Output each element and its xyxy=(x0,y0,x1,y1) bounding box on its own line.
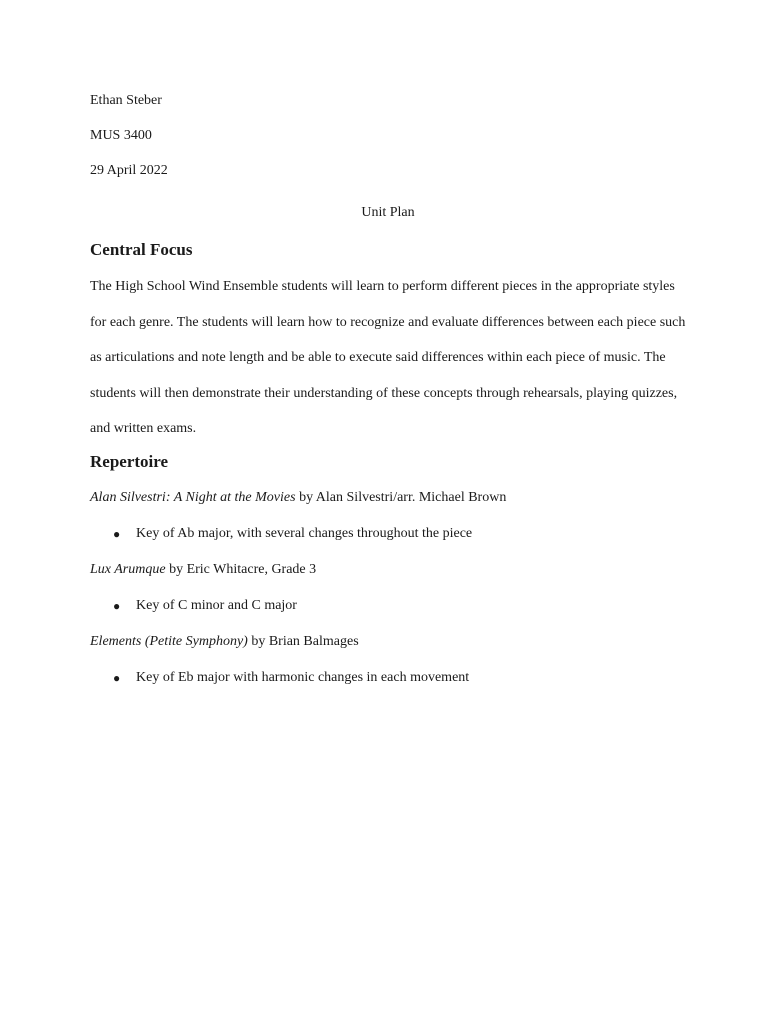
piece-detail-text: Key of C minor and C major xyxy=(136,597,297,613)
document-body xyxy=(90,91,686,704)
document-date: 29 April 2022 xyxy=(90,163,168,178)
piece-credit: by Eric Whitacre, Grade 3 xyxy=(165,561,317,577)
central-focus-paragraph: The High School Wind Ensemble students will learn to perform different pieces in the appropriate styles for each genre. The students will learn how to recognize and evaluate differences between each piece such as articulations and note length and be able to execute said differences within each piece of music. The students will then demonstrate their understanding of these concepts through rehearsals, playing quizzes, and written exams. xyxy=(90,279,686,437)
bullet-icon: ● xyxy=(113,670,121,685)
course-code: MUS 3400 xyxy=(90,128,152,143)
piece-title: Alan Silvestri: A Night at the Movies xyxy=(90,489,296,505)
repertoire-heading: Repertoire xyxy=(90,451,169,471)
piece-detail-text: Key of Eb major with harmonic changes in each movement xyxy=(136,669,470,685)
document-title: Unit Plan xyxy=(361,205,415,220)
repertoire-piece xyxy=(90,488,686,508)
bullet-icon: ● xyxy=(113,526,121,541)
piece-detail-bullet xyxy=(90,524,686,544)
piece-detail-text: Key of Ab major, with several changes throughout the piece xyxy=(136,525,473,541)
piece-credit: by Alan Silvestri/arr. Michael Brown xyxy=(295,489,507,505)
bullet-icon: ● xyxy=(113,598,121,613)
piece-title: Elements (Petite Symphony) xyxy=(90,633,248,649)
central-focus-heading: Central Focus xyxy=(90,240,193,259)
author-name: Ethan Steber xyxy=(90,93,162,108)
repertoire-piece xyxy=(90,560,686,580)
piece-detail-bullet xyxy=(90,596,686,616)
piece-detail-bullet xyxy=(90,668,686,688)
piece-title: Lux Arumque xyxy=(90,561,166,577)
repertoire-piece xyxy=(90,632,686,652)
piece-credit: by Brian Balmages xyxy=(247,633,359,649)
